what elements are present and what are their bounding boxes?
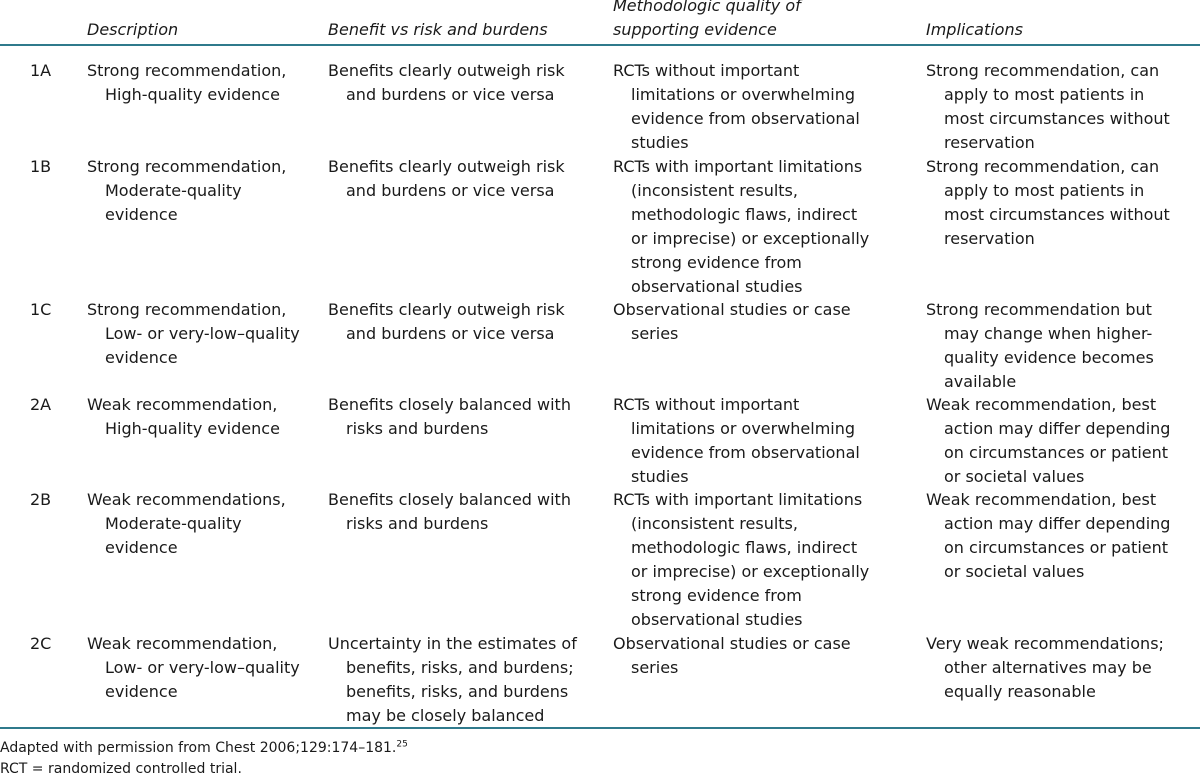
cell-line: strong evidence from [631,586,802,605]
cell-quality [613,488,869,632]
cell-line: evidence [105,205,178,224]
cell-line: available [944,372,1017,391]
cell-line: Moderate-quality [105,514,242,533]
cell-grade: 2A [30,395,52,414]
cell-description [87,59,286,107]
cell-line: other alternatives may be [944,658,1152,677]
cell-description [87,632,300,704]
cell-benefit [328,488,571,536]
cell-line: reservation [944,229,1035,248]
header-quality [613,0,801,42]
cell-description [87,298,300,370]
cell-grade: 2B [30,490,52,509]
table-header [0,0,1200,46]
cell-line: risks and burdens [346,514,489,533]
cell-line: or imprecise) or exceptionally [631,562,870,581]
cell-line: risks and burdens [346,419,489,438]
cell-line: Strong recommendation, [87,157,287,176]
cell-line: or societal values [944,467,1085,486]
cell-line: observational studies [631,610,803,629]
cell-line: Very weak recommendations; [926,634,1164,653]
cell-quality [613,393,860,489]
cell-line: (inconsistent results, [631,514,798,533]
cell-implications [926,298,1154,394]
cell-line: Weak recommendations, [87,490,286,509]
cell-line: observational studies [631,277,803,296]
table-row [0,393,1200,488]
cell-line: RCTs with important limitations [613,157,863,176]
cell-line: Weak recommendation, [87,634,278,653]
cell-quality [613,59,860,155]
footnote-source [0,737,408,759]
cell-line: Strong recommendation, [87,300,287,319]
cell-line: on circumstances or patient [944,443,1169,462]
cell-implications [926,632,1164,704]
cell-line: apply to most patients in [944,85,1145,104]
cell-line: Benefits closely balanced with [328,395,571,414]
cell-line: Strong recommendation, [87,61,287,80]
cell-line: evidence [105,538,178,557]
cell-grade: 1B [30,157,52,176]
cell-line: Observational studies or case [613,634,851,653]
header-implications: Implications [926,20,1023,39]
cell-line: or societal values [944,562,1085,581]
footnote-source-text: Adapted with permission from Chest 2006;129:174–181. [0,740,397,756]
cell-line: methodologic flaws, indirect [631,205,858,224]
cell-line: limitations or overwhelming [631,85,856,104]
cell-line: studies [631,467,689,486]
header-quality-line: supporting evidence [613,20,777,39]
cell-line: Benefits clearly outweigh risk [328,157,565,176]
cell-line: High-quality evidence [105,419,280,438]
cell-line: strong evidence from [631,253,802,272]
cell-line: evidence from observational [631,109,860,128]
cell-grade: 2C [30,634,52,653]
cell-line: Moderate-quality [105,181,242,200]
cell-line: Observational studies or case [613,300,851,319]
cell-line: reservation [944,133,1035,152]
cell-implications [926,59,1170,155]
footnote-reference: 25 [396,739,408,750]
cell-benefit [328,155,565,203]
cell-description [87,393,280,441]
cell-line: or imprecise) or exceptionally [631,229,870,248]
cell-implications [926,155,1170,251]
cell-line: may change when higher- [944,324,1153,343]
header-quality-line: Methodologic quality of [613,0,801,15]
cell-line: RCTs without important [613,61,800,80]
cell-implications [926,488,1170,584]
cell-line: may be closely balanced [346,706,545,725]
cell-line: Low- or very-low–quality [105,324,300,343]
table-row [0,632,1200,728]
cell-line: Benefits clearly outweigh risk [328,61,565,80]
cell-line: series [631,324,679,343]
cell-line: on circumstances or patient [944,538,1169,557]
cell-line: and burdens or vice versa [346,181,555,200]
cell-line: Low- or very-low–quality [105,658,300,677]
cell-line: benefits, risks, and burdens [346,682,569,701]
cell-line: Strong recommendation, can [926,157,1160,176]
cell-line: and burdens or vice versa [346,324,555,343]
table-row [0,298,1200,393]
table-row [0,488,1200,632]
table-bottom-rule [0,727,1200,729]
cell-line: Strong recommendation but [926,300,1152,319]
cell-description [87,155,286,227]
cell-line: evidence from observational [631,443,860,462]
cell-description [87,488,286,560]
cell-line: Weak recommendation, best [926,490,1157,509]
table-row [0,59,1200,155]
cell-line: Weak recommendation, best [926,395,1157,414]
cell-line: equally reasonable [944,682,1096,701]
cell-grade: 1C [30,300,52,319]
cell-line: action may differ depending [944,419,1171,438]
cell-line: Weak recommendation, [87,395,278,414]
table-row [0,155,1200,298]
cell-line: RCTs with important limitations [613,490,863,509]
cell-line: most circumstances without [944,109,1170,128]
cell-benefit [328,298,565,346]
cell-quality [613,155,869,299]
cell-line: Benefits closely balanced with [328,490,571,509]
cell-line: evidence [105,348,178,367]
header-benefit: Benefit vs risk and burdens [328,20,548,39]
cell-benefit [328,393,571,441]
cell-line: evidence [105,682,178,701]
cell-line: limitations or overwhelming [631,419,856,438]
cell-line: RCTs without important [613,395,800,414]
cell-line: most circumstances without [944,205,1170,224]
cell-line: methodologic flaws, indirect [631,538,858,557]
cell-line: benefits, risks, and burdens; [346,658,574,677]
cell-benefit [328,59,565,107]
cell-line: studies [631,133,689,152]
cell-line: action may differ depending [944,514,1171,533]
cell-line: Uncertainty in the estimates of [328,634,577,653]
cell-quality [613,298,851,346]
cell-implications [926,393,1170,489]
cell-quality [613,632,851,680]
header-description: Description [87,20,179,39]
cell-grade: 1A [30,61,52,80]
cell-line: and burdens or vice versa [346,85,555,104]
cell-line: apply to most patients in [944,181,1145,200]
cell-line: quality evidence becomes [944,348,1154,367]
cell-line: series [631,658,679,677]
cell-line: Strong recommendation, can [926,61,1160,80]
cell-line: High-quality evidence [105,85,280,104]
cell-line: (inconsistent results, [631,181,798,200]
cell-benefit [328,632,577,728]
cell-line: Benefits clearly outweigh risk [328,300,565,319]
footnote-abbreviation: RCT = randomized controlled trial. [0,761,242,777]
